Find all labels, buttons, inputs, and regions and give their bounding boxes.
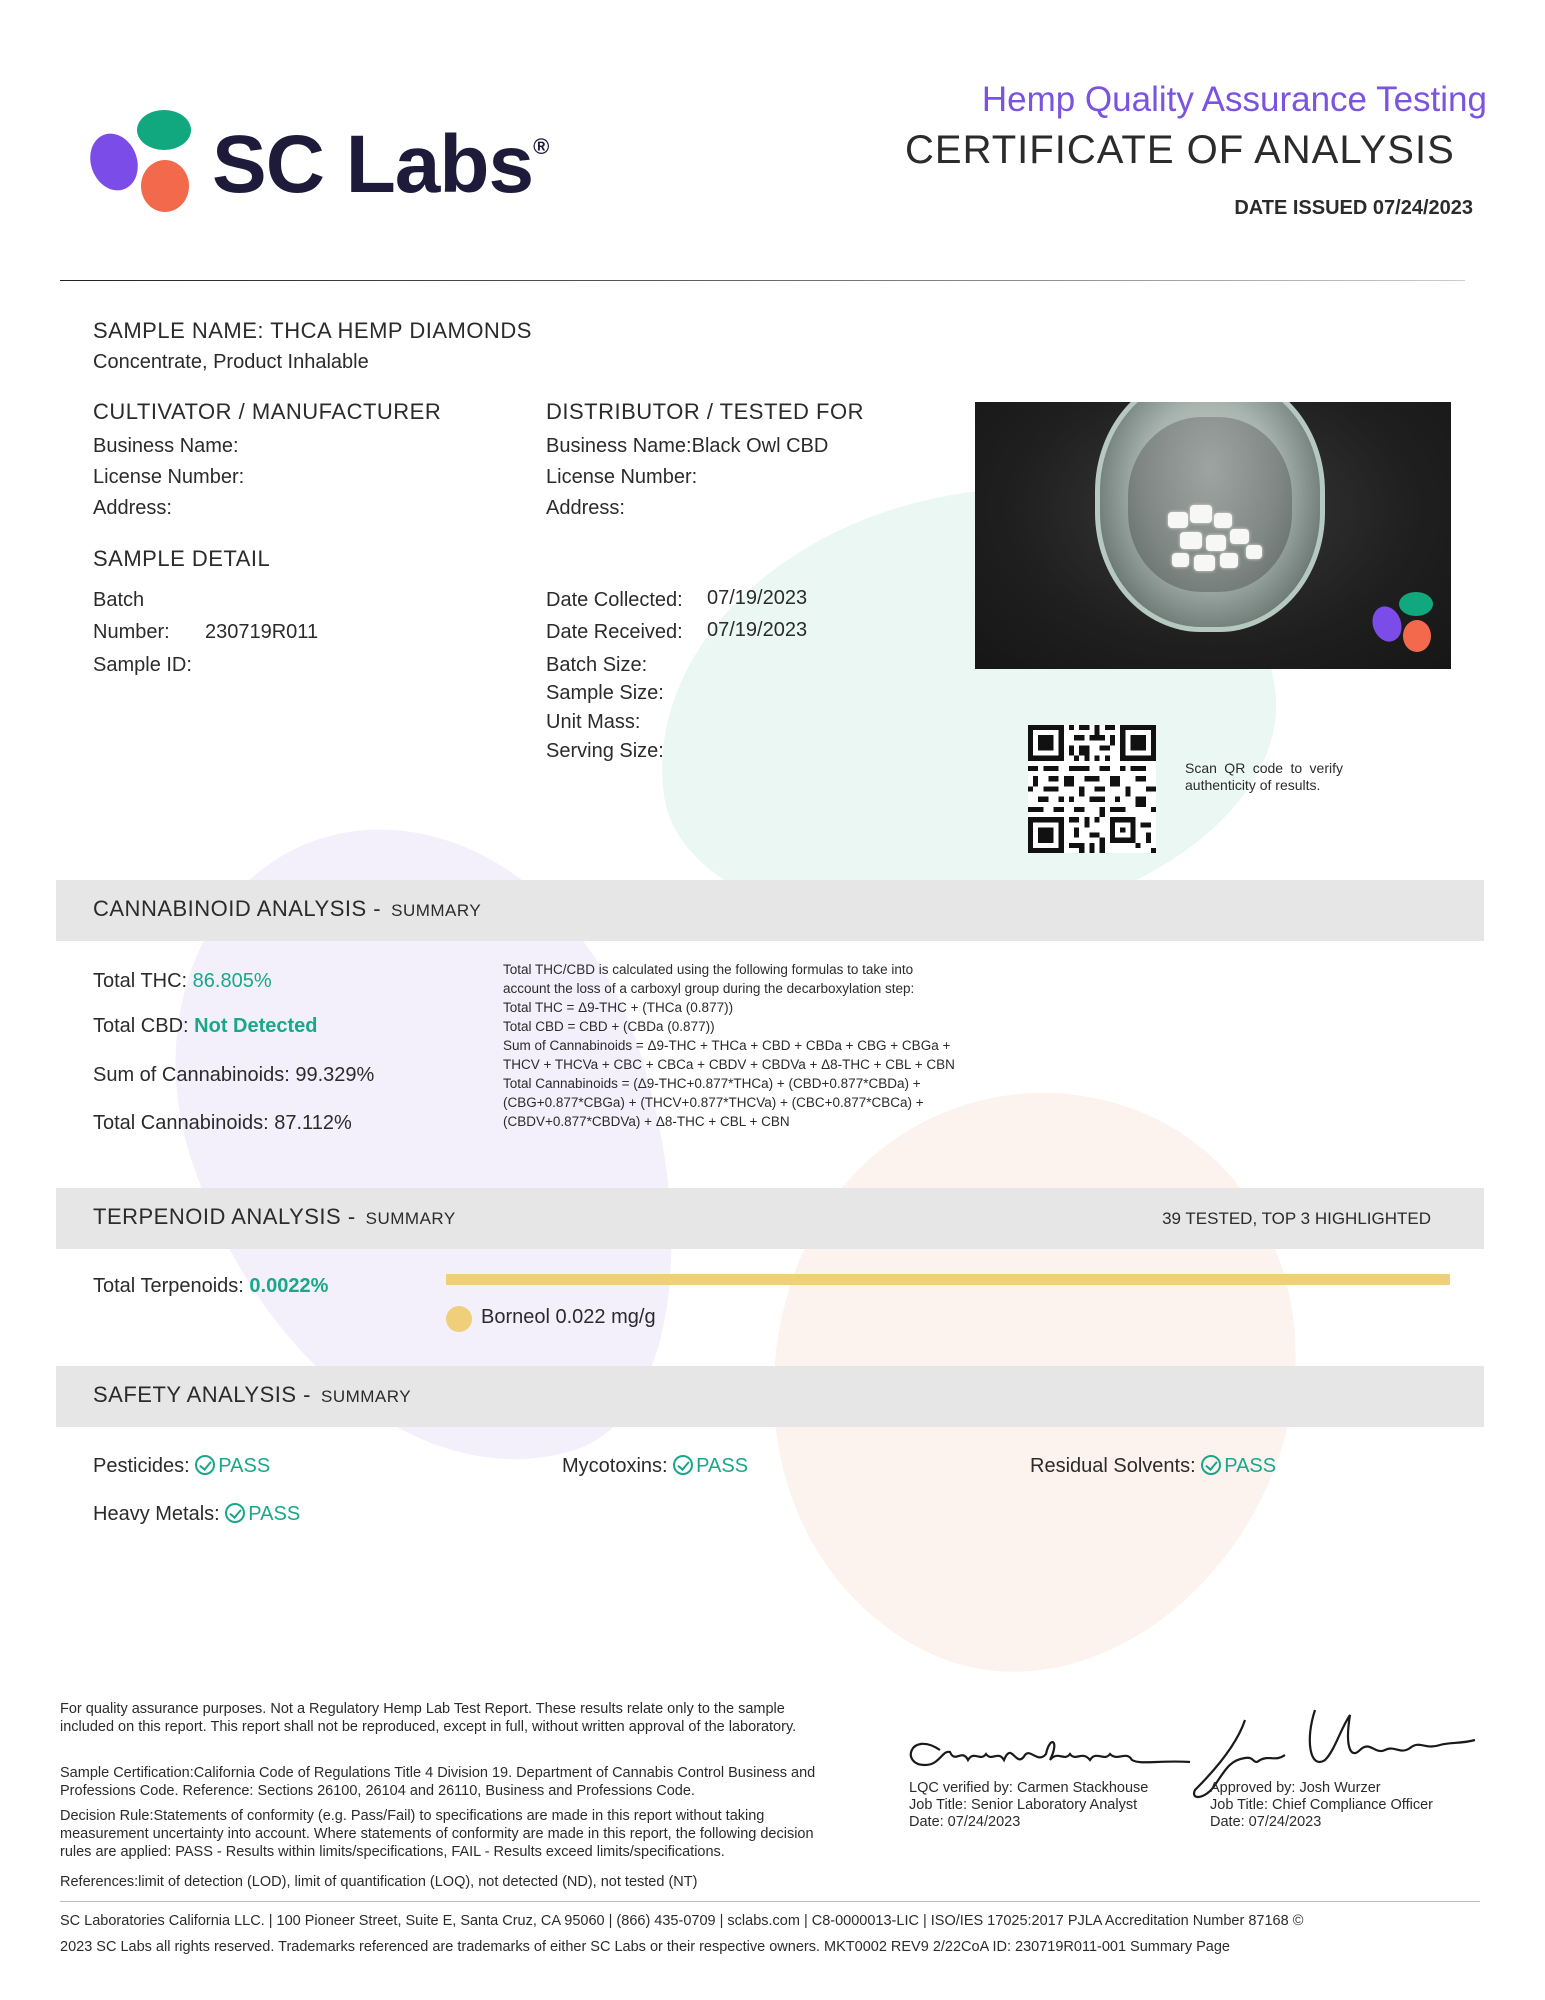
batch-label: Batch	[93, 589, 145, 611]
pass-check-icon	[1201, 1455, 1221, 1475]
terpene-legend-dot-icon	[446, 1306, 472, 1332]
approved-job-title: Job Title: Chief Compliance Officer	[1210, 1797, 1433, 1813]
date-collected-label: Date Collected:	[546, 589, 683, 611]
cultivator-business-name: Business Name:	[93, 435, 239, 457]
formula-line: Total CBD = CBD + (CBDa (0.877))	[503, 1019, 715, 1034]
logo-dot-purple-icon	[82, 127, 145, 197]
total-cannabinoids: Total Cannabinoids: 87.112%	[93, 1112, 352, 1134]
photo-logo-green-icon	[1399, 592, 1433, 616]
safety-summary-band	[56, 1366, 1484, 1427]
lqc-date: Date: 07/24/2023	[909, 1814, 1021, 1830]
formula-line: (CBG+0.877*CBGa) + (THCV+0.877*THCVa) + (CBC+0.877*CBCa) +	[503, 1095, 924, 1110]
sample-id: Sample ID:	[93, 654, 192, 676]
footer-divider	[60, 1901, 1480, 1902]
approved-by: Approved by: Josh Wurzer	[1210, 1780, 1381, 1796]
formula-line: Total THC = Δ9-THC + (THCa (0.877))	[503, 1000, 734, 1015]
references-text: References:limit of detection (LOD), limit of quantification (LOQ), not detected (ND), not tested (NT)	[60, 1874, 698, 1890]
qr-instructions: Scan QR code to verify authenticity of results.	[1185, 760, 1343, 793]
cannabinoid-title: CANNABINOID ANALYSIS - SUMMARY	[93, 896, 482, 921]
date-received-label: Date Received:	[546, 621, 683, 643]
terpene-bar	[446, 1274, 1450, 1285]
top-terpene-borneol: Borneol 0.022 mg/g	[481, 1306, 656, 1328]
batch-size: Batch Size:	[546, 654, 648, 676]
safety-title: SAFETY ANALYSIS - SUMMARY	[93, 1382, 412, 1407]
date-collected: 07/19/2023	[707, 587, 808, 609]
heavy-metals-result: Heavy Metals: PASS	[93, 1503, 301, 1525]
date-received: 07/19/2023	[707, 619, 808, 641]
total-cbd: Total CBD: Not Detected	[93, 1015, 318, 1037]
product-photo	[975, 402, 1451, 669]
distributor-license-number: License Number:	[546, 466, 698, 488]
residual-solvents-result: Residual Solvents: PASS	[1030, 1455, 1277, 1477]
formula-line: THCV + THCVa + CBC + CBCa + CBDV + CBDVa + Δ8-THC + CBL + CBN	[503, 1057, 955, 1072]
number-label: Number:	[93, 621, 170, 643]
pass-check-icon	[195, 1455, 215, 1475]
company-info-line-2: 2023 SC Labs all rights reserved. Trademarks referenced are trademarks of either SC Labs or their respective owners. MKT0002 REV9 2/22CoA ID: 230719R011-001 Summary Page	[60, 1939, 1230, 1955]
jar-image	[1095, 402, 1325, 632]
serving-size: Serving Size:	[546, 740, 664, 762]
formula-line: Sum of Cannabinoids = Δ9-THC + THCa + CBD + CBDa + CBG + CBGa +	[503, 1038, 951, 1053]
logo-text: SC Labs®	[212, 119, 549, 210]
mycotoxins-result: Mycotoxins: PASS	[562, 1455, 749, 1477]
header-subtitle: Hemp Quality Assurance Testing	[981, 80, 1487, 119]
logo-dot-orange-icon	[141, 160, 189, 212]
formula-line: account the loss of a carboxyl group during the decarboxylation step:	[503, 981, 915, 996]
pass-check-icon	[673, 1455, 693, 1475]
distributor-business-name: Business Name:Black Owl CBD	[546, 435, 829, 457]
lqc-job-title: Job Title: Senior Laboratory Analyst	[909, 1797, 1138, 1813]
total-terpenoids: Total Terpenoids: 0.0022%	[93, 1275, 329, 1297]
cultivator-license-number: License Number:	[93, 466, 245, 488]
cannabinoid-summary-band	[56, 880, 1484, 941]
certificate-title: CERTIFICATE OF ANALYSIS	[905, 128, 1455, 172]
sample-detail-heading: SAMPLE DETAIL	[93, 546, 271, 571]
sample-size: Sample Size:	[546, 682, 664, 704]
distributor-heading: DISTRIBUTOR / TESTED FOR	[546, 399, 864, 424]
sample-name: SAMPLE NAME: THCA HEMP DIAMONDS	[93, 318, 532, 343]
formula-line: Total THC/CBD is calculated using the following formulas to take into	[503, 962, 914, 977]
header-divider	[60, 280, 1465, 281]
terpenoid-tested-count: 39 TESTED, TOP 3 HIGHLIGHTED	[1162, 1209, 1431, 1228]
formula-line: Total Cannabinoids = (Δ9-THC+0.877*THCa) + (CBD+0.877*CBDa) +	[503, 1076, 921, 1091]
disclaimer-text: For quality assurance purposes. Not a Regulatory Hemp Lab Test Report. These results relate only to the sample included on this report. This report shall not be reproduced, except in full, without written approval of the laboratory.	[60, 1701, 797, 1735]
qr-code-icon[interactable]	[1028, 725, 1156, 853]
distributor-address: Address:	[546, 497, 625, 519]
unit-mass: Unit Mass:	[546, 711, 641, 733]
certification-text: Sample Certification:California Code of Regulations Title 4 Division 19. Department of Cannabis Control Business and Professions Code. Reference: Sections 26100, 26104 and 26110, Business and Professions Code.	[60, 1765, 816, 1799]
formula-block	[503, 960, 1003, 1131]
terpenoid-summary-band	[56, 1188, 1484, 1249]
date-issued: DATE ISSUED 07/24/2023	[1234, 197, 1473, 219]
logo-dot-green-icon	[137, 110, 191, 150]
formula-line: (CBDV+0.877*CBDVa) + Δ8-THC + CBL + CBN	[503, 1114, 790, 1129]
pass-check-icon	[225, 1503, 245, 1523]
decision-rule-text: Decision Rule:Statements of conformity (e.g. Pass/Fail) to specifications are made in this report without taking measurement uncertainty into account. Where statements of conformity are made in this report, the following decision rules are applied: PASS - Results within limits/specifications, FAIL - Results exceed limits/specifications.	[60, 1808, 814, 1860]
pesticides-result: Pesticides: PASS	[93, 1455, 271, 1477]
cultivator-address: Address:	[93, 497, 172, 519]
total-thc: Total THC: 86.805%	[93, 970, 272, 992]
company-info-line-1: SC Laboratories California LLC. | 100 Pioneer Street, Suite E, Santa Cruz, CA 95060 | (866) 435-0709 | sclabs.com | C8-0000013-LIC | ISO/IES 17025:2017 PJLA Accreditation Number 87168 ©	[60, 1913, 1304, 1929]
terpenoid-title: TERPENOID ANALYSIS - SUMMARY	[93, 1204, 456, 1229]
sum-of-cannabinoids: Sum of Cannabinoids: 99.329%	[93, 1064, 375, 1086]
approved-date: Date: 07/24/2023	[1210, 1814, 1322, 1830]
cultivator-heading: CULTIVATOR / MANUFACTURER	[93, 399, 442, 424]
photo-logo-orange-icon	[1403, 620, 1431, 652]
batch-number: 230719R011	[205, 621, 319, 643]
sample-category: Concentrate, Product Inhalable	[93, 351, 369, 373]
lqc-verified-by: LQC verified by: Carmen Stackhouse	[909, 1780, 1149, 1796]
